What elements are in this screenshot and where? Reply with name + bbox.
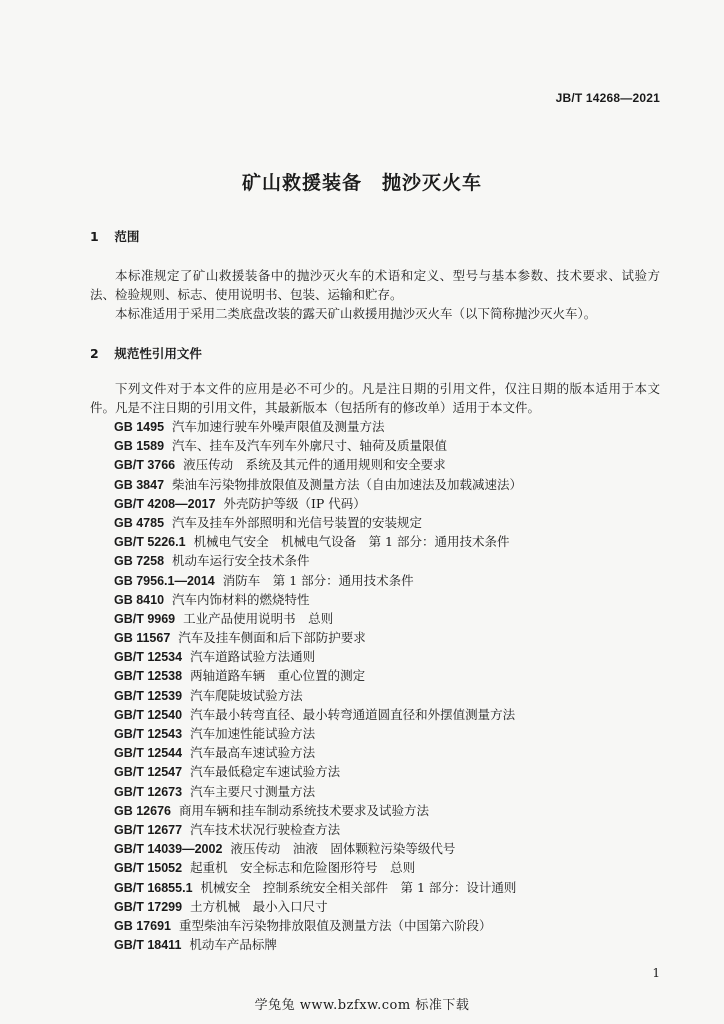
reference-code: GB/T 3766 (114, 458, 176, 473)
reference-item (114, 551, 674, 570)
reference-title: 液压传动 油液 固体颗粒污染等级代号 (230, 841, 456, 857)
reference-item (114, 590, 674, 609)
scope-paragraph-2: 本标准适用于采用二类底盘改装的露天矿山救援用抛沙灭火车（以下简称抛沙灭火车）。 (115, 306, 597, 321)
reference-code: GB/T 12534 (114, 650, 183, 665)
section-title: 范围 (114, 229, 140, 244)
reference-code: GB/T 12677 (114, 822, 183, 837)
reference-title: 汽车主要尺寸测量方法 (190, 783, 316, 799)
reference-title: 汽车最小转弯直径、最小转弯通道圆直径和外摆值测量方法 (190, 706, 516, 722)
reference-title: 汽车最低稳定车速试验方法 (190, 764, 341, 780)
scope-paragraph-1: 本标准规定了矿山救援装备中的抛沙灭火车的术语和定义、型号与基本参数、技术要求、试验方法、检验规则、标志、使用说明书、包装、运输和贮存。 (90, 268, 660, 302)
reference-item (114, 628, 674, 647)
reference-code: GB/T 4208—2017 (114, 496, 216, 511)
reference-item (114, 436, 674, 455)
reference-item (114, 897, 674, 916)
references-intro-paragraph: 下列文件对于本文件的应用是必不可少的。凡是注日期的引用文件，仅注日期的版本适用于本文件。凡是不注日期的引用文件，其最新版本（包括所有的修改单）适用于本文件。 (90, 381, 660, 415)
reference-code: GB/T 14039—2002 (114, 842, 223, 857)
reference-title: 汽车加速行驶车外噪声限值及测量方法 (172, 419, 385, 434)
reference-code: GB/T 12544 (114, 746, 183, 761)
reference-title: 柴油车污染物排放限值及测量方法（自由加速法及加载减速法） (172, 476, 523, 492)
reference-code: GB/T 17299 (114, 899, 183, 914)
page-number: 1 (652, 966, 660, 980)
reference-code: GB 7258 (114, 554, 165, 569)
reference-title: 汽车道路试验方法通则 (190, 649, 316, 665)
reference-item (114, 417, 674, 436)
reference-title: 工业产品使用说明书 总则 (183, 610, 334, 626)
reference-item (114, 666, 674, 685)
reference-item (114, 705, 674, 724)
document-title: 矿山救援装备 抛沙灭火车 (241, 172, 482, 194)
reference-title: 液压传动 系统及其元件的通用规则和安全要求 (183, 457, 446, 473)
reference-code: GB 7956.1—2014 (114, 573, 215, 588)
reference-code: GB 4785 (114, 515, 165, 530)
reference-item (114, 494, 674, 513)
reference-title: 起重机 安全标志和危险图形符号 总则 (190, 860, 416, 876)
reference-title: 汽车及挂车外部照明和光信号装置的安装规定 (172, 514, 423, 530)
reference-title: 两轴道路车辆 重心位置的测定 (190, 668, 366, 684)
reference-code: GB/T 18411 (114, 938, 182, 953)
reference-title: 机械安全 控制系统安全相关部件 第 1 部分：设计通则 (200, 879, 517, 895)
reference-code: GB/T 12673 (114, 784, 183, 799)
reference-code: GB/T 16855.1 (114, 880, 193, 895)
reference-code: GB 12676 (114, 803, 171, 818)
reference-code: GB/T 12547 (114, 765, 183, 780)
reference-code: GB/T 15052 (114, 861, 183, 876)
reference-title: 汽车最高车速试验方法 (190, 745, 316, 761)
section-number: 2 (90, 346, 99, 361)
reference-title: 汽车内饰材料的燃烧特性 (172, 591, 310, 607)
reference-code: GB/T 12540 (114, 707, 183, 722)
reference-title: 汽车、挂车及汽车列车外廓尺寸、轴荷及质量限值 (172, 438, 448, 454)
reference-item (114, 858, 674, 877)
reference-item (114, 782, 674, 801)
reference-title: 汽车及挂车侧面和后下部防护要求 (178, 630, 366, 646)
reference-code: GB 8410 (114, 592, 165, 607)
reference-title: 土方机械 最小入口尺寸 (190, 898, 328, 914)
reference-code: GB 3847 (114, 477, 165, 492)
reference-code: GB/T 12538 (114, 669, 183, 684)
reference-title: 汽车技术状况行驶检查方法 (190, 821, 341, 837)
reference-item (114, 916, 674, 935)
reference-code: GB/T 12543 (114, 727, 183, 741)
reference-title: 汽车加速性能试验方法 (190, 726, 316, 741)
reference-code: GB/T 12539 (114, 688, 183, 703)
reference-item (114, 532, 674, 551)
reference-item (114, 762, 674, 781)
reference-title: 重型柴油车污染物排放限值及测量方法（中国第六阶段） (178, 917, 492, 933)
reference-item (114, 475, 674, 494)
reference-title: 外壳防护等级（IP 代码） (223, 495, 366, 511)
reference-item (114, 513, 674, 532)
reference-item (114, 724, 674, 743)
reference-code: GB 11567 (114, 631, 171, 646)
reference-list (114, 417, 674, 954)
reference-title: 汽车爬陡坡试验方法 (190, 687, 303, 703)
reference-item (114, 686, 674, 705)
reference-code: GB 1589 (114, 439, 165, 454)
reference-item (114, 743, 674, 762)
section-title: 规范性引用文件 (114, 346, 202, 361)
reference-title: 机动车运行安全技术条件 (172, 553, 310, 569)
reference-title: 机械电气安全 机械电气设备 第 1 部分：通用技术条件 (193, 534, 510, 550)
reference-item (114, 839, 674, 858)
reference-item (114, 455, 674, 474)
reference-code: GB/T 9969 (114, 611, 176, 626)
reference-item (114, 935, 674, 954)
reference-title: 商用车辆和挂车制动系统技术要求及试验方法 (178, 802, 429, 818)
reference-code: GB 17691 (114, 918, 171, 933)
reference-item (114, 820, 674, 839)
reference-item (114, 878, 674, 897)
standard-code: JB/T 14268—2021 (555, 91, 660, 105)
footer-watermark: 学兔兔 www.bzfxw.com 标准下载 (254, 998, 470, 1013)
section-heading-scope (90, 227, 139, 245)
section-number: 1 (90, 229, 99, 244)
reference-code: GB 1495 (114, 420, 165, 434)
reference-title: 机动车产品标牌 (189, 937, 277, 953)
reference-item (114, 571, 674, 590)
reference-item (114, 801, 674, 820)
reference-code: GB/T 5226.1 (114, 535, 186, 550)
reference-title: 消防车 第 1 部分：通用技术条件 (222, 572, 414, 588)
reference-item (114, 647, 674, 666)
section-heading-normative-references (90, 344, 202, 362)
reference-item (114, 609, 674, 628)
